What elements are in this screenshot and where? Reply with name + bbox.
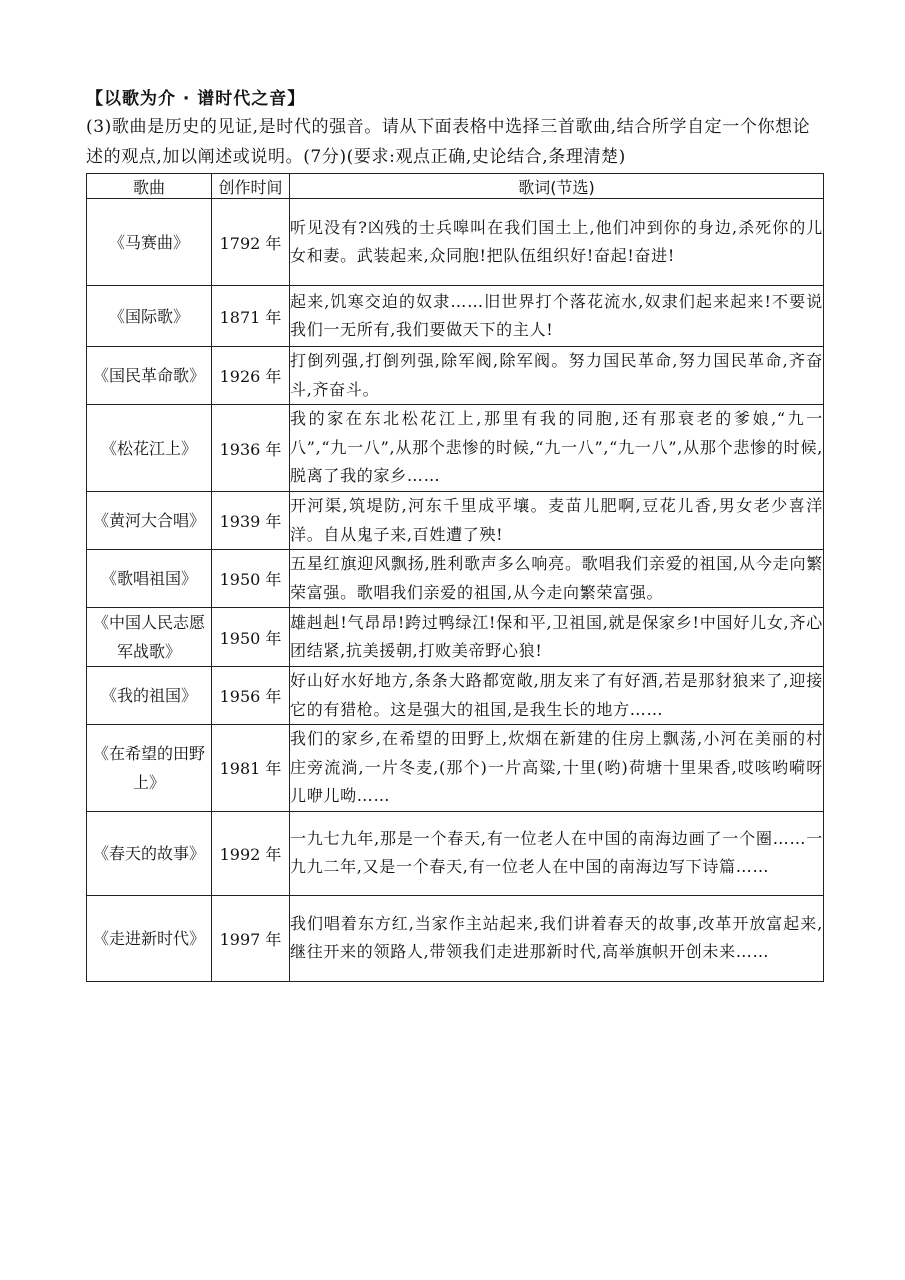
- table-row: [87, 492, 824, 550]
- song-year: 1939 年: [212, 492, 290, 550]
- song-lyrics: 好山好水好地方,条条大路都宽敞,朋友来了有好酒,若是那豺狼来了,迎接它的有猎枪。这是强大的祖国,是我生长的地方……: [290, 667, 824, 725]
- section-title: 【以歌为介 · 谱时代之音】: [86, 89, 306, 109]
- song-year: 1997 年: [212, 895, 290, 981]
- song-lyrics: 雄赳赳!气昂昂!跨过鸭绿江!保和平,卫祖国,就是保家乡!中国好儿女,齐心团结紧,抗美援朝,打败美帝野心狼!: [290, 608, 824, 667]
- table-row: [87, 199, 824, 286]
- song-title: 《国民革命歌》: [87, 347, 212, 405]
- table-row: [87, 811, 824, 895]
- table-row: [87, 725, 824, 812]
- song-title: 《我的祖国》: [87, 667, 212, 725]
- song-year: 1792 年: [212, 199, 290, 286]
- song-title: 《走进新时代》: [87, 895, 212, 981]
- song-lyrics: 我的家在东北松花江上,那里有我的同胞,还有那衰老的爹娘,“九一八”,“九一八”,从那个悲惨的时候,“九一八”,“九一八”,从那个悲惨的时候,脱离了我的家乡……: [290, 405, 824, 492]
- song-year: 1981 年: [212, 725, 290, 812]
- song-year: 1956 年: [212, 667, 290, 725]
- song-title: 《在希望的田野上》: [87, 725, 212, 812]
- song-lyrics: 开河渠,筑堤防,河东千里成平壤。麦苗儿肥啊,豆花儿香,男女老少喜洋洋。自从鬼子来,百姓遭了殃!: [290, 492, 824, 550]
- song-lyrics: 听见没有?凶残的士兵嗥叫在我们国土上,他们冲到你的身边,杀死你的儿女和妻。武装起来,众同胞!把队伍组织好!奋起!奋进!: [290, 199, 824, 286]
- song-lyrics: 我们的家乡,在希望的田野上,炊烟在新建的住房上飘荡,小河在美丽的村庄旁流淌,一片冬麦,(那个)一片高粱,十里(哟)荷塘十里果香,哎咳哟嗬呀儿咿儿呦……: [290, 725, 824, 812]
- song-year: 1950 年: [212, 550, 290, 608]
- song-lyrics: 一九七九年,那是一个春天,有一位老人在中国的南海边画了一个圈……一九九二年,又是一个春天,有一位老人在中国的南海边写下诗篇……: [290, 811, 824, 895]
- table-row: [87, 667, 824, 725]
- song-lyrics: 打倒列强,打倒列强,除军阀,除军阀。努力国民革命,努力国民革命,齐奋斗,齐奋斗。: [290, 347, 824, 405]
- song-year: 1936 年: [212, 405, 290, 492]
- song-year: 1871 年: [212, 286, 290, 347]
- song-year: 1950 年: [212, 608, 290, 667]
- header-song: 歌曲: [87, 174, 212, 199]
- table-row: [87, 550, 824, 608]
- song-lyrics: 起来,饥寒交迫的奴隶……旧世界打个落花流水,奴隶们起来起来!不要说我们一无所有,我们要做天下的主人!: [290, 286, 824, 347]
- song-title: 《国际歌》: [87, 286, 212, 347]
- table-row: [87, 608, 824, 667]
- song-lyrics: 五星红旗迎风飘扬,胜利歌声多么响亮。歌唱我们亲爱的祖国,从今走向繁荣富强。歌唱我们亲爱的祖国,从今走向繁荣富强。: [290, 550, 824, 608]
- header-lyrics: 歌词(节选): [290, 174, 824, 199]
- song-title: 《马赛曲》: [87, 199, 212, 286]
- table-row: [87, 347, 824, 405]
- table-row: [87, 895, 824, 981]
- song-year: 1992 年: [212, 811, 290, 895]
- song-title: 《春天的故事》: [87, 811, 212, 895]
- table-header-row: [87, 174, 824, 199]
- header-year: 创作时间: [212, 174, 290, 199]
- song-title: 《歌唱祖国》: [87, 550, 212, 608]
- song-title: 《黄河大合唱》: [87, 492, 212, 550]
- songs-table: [86, 173, 824, 982]
- song-year: 1926 年: [212, 347, 290, 405]
- question-text: (3)歌曲是历史的见证,是时代的强音。请从下面表格中选择三首歌曲,结合所学自定一个你想论述的观点,加以阐述或说明。(7分)(要求:观点正确,史论结合,条理清楚): [86, 117, 811, 167]
- table-row: [87, 405, 824, 492]
- song-title: 《中国人民志愿军战歌》: [87, 608, 212, 667]
- song-title: 《松花江上》: [87, 405, 212, 492]
- song-lyrics: 我们唱着东方红,当家作主站起来,我们讲着春天的故事,改革开放富起来,继往开来的领路人,带领我们走进那新时代,高举旗帜开创未来……: [290, 895, 824, 981]
- table-row: [87, 286, 824, 347]
